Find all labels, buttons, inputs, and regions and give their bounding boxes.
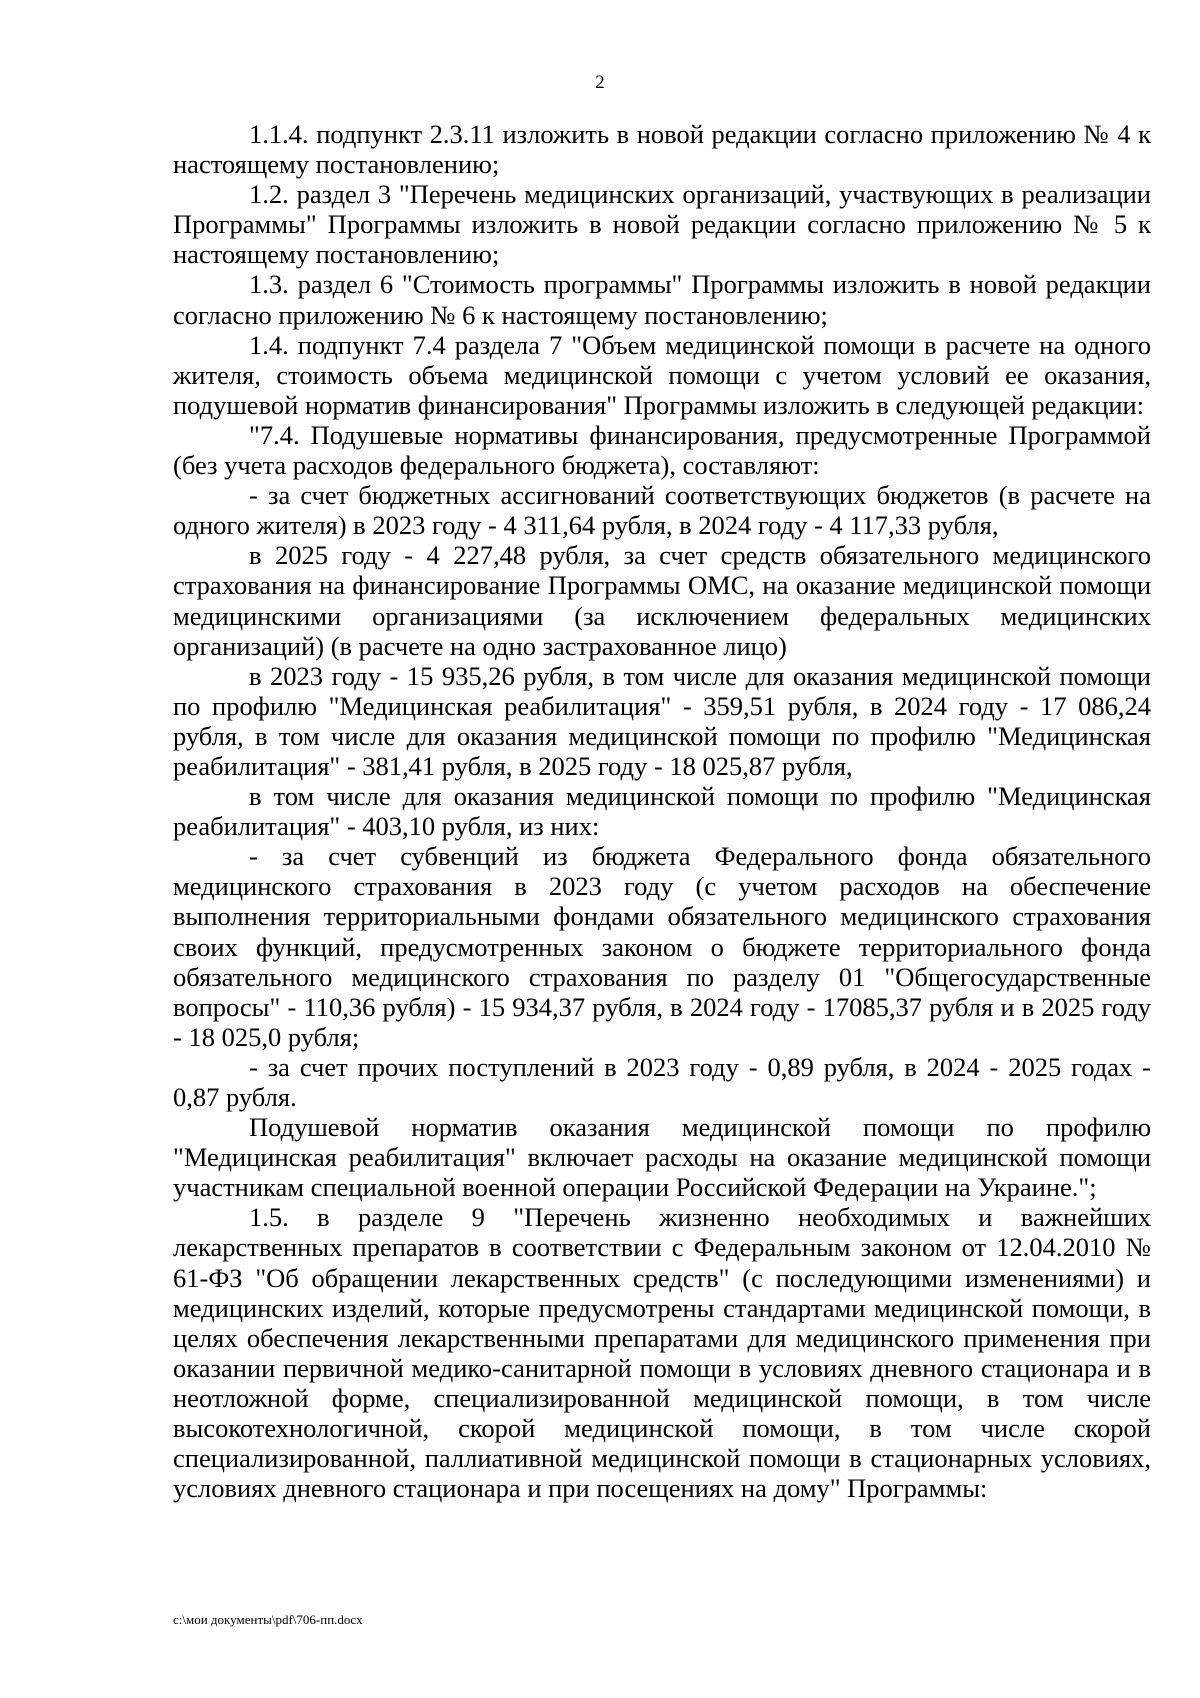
footer-file-path: c:\мои документы\pdf\706-пп.docx [173, 1612, 363, 1627]
page-number: 2 [595, 72, 605, 93]
paragraph-rehab-norm: Подушевой норматив оказания медицинской помощи по профилю "Медицинская реабилитация" включает расходы на оказание медицинской помощи участникам специальной военной операции Российской Федерации на Украине."; [173, 1112, 1151, 1203]
paragraph-other-income: - за счет прочих поступлений в 2023 году - 0,89 рубля, в 2024 - 2025 годах - 0,87 рубля. [173, 1051, 1151, 1112]
paragraph-1-1-4: 1.1.4. подпункт 2.3.11 изложить в новой редакции согласно приложению № 4 к настоящему постановлению; [173, 119, 1151, 180]
paragraph-1-5: 1.5. в разделе 9 "Перечень жизненно необходимых и важнейших лекарственных препаратов в соответствии с Федеральным законом от 12.04.2010 № 61-ФЗ "Об обращении лекарственных средств" (с последующими изменениями) и медицинских изделий, которые предусмотрены стандартами медицинской помощи, в целях обеспечения лекарственными препаратами для медицинского применения при оказании первичной медико-санитарной помощи в условиях дневного стационара и в неотложной форме, специализированной медицинской помощи, в том числе высокотехнологичной, скорой медицинской помощи, в том числе скорой специализированной, паллиативной медицинской помощи в стационарных условиях, условиях дневного стационара и при посещениях на дому" Программы: [173, 1202, 1151, 1504]
paragraph-2025-oms: в 2025 году - 4 227,48 рубля, за счет средств обязательного медицинского страхования на финансирование Программы ОМС, на оказание медицинской помощи медицинскими организациями (за исключением федеральных медицинских организаций) (в расчете на одно застрахованное лицо) [173, 540, 1151, 661]
paragraph-7-4: "7.4. Подушевые нормативы финансирования, предусмотренные Программой (без учета расходов федерального бюджета), составляют: [173, 419, 1151, 481]
paragraph-budget-allocations: - за счет бюджетных ассигнований соответствующих бюджетов (в расчете на одного жителя) в 2023 году - 4 311,64 рубля, в 2024 году - 4 117,33 рубля, [173, 480, 1151, 541]
document-body [173, 119, 1151, 1503]
paragraph-1-3: 1.3. раздел 6 "Стоимость программы" Программы изложить в новой редакции согласно приложению № 6 к настоящему постановлению; [173, 269, 1151, 330]
paragraph-2023-rehab: в 2023 году - 15 935,26 рубля, в том числе для оказания медицинской помощи по профилю "Медицинская реабилитация" - 359,51 рубля, в 2024 году - 17 086,24 рубля, в том числе для оказания медицинской помощи по профилю "Медицинская реабилитация" - 381,41 рубля, в 2025 году - 18 025,87 рубля, [173, 660, 1151, 781]
paragraph-subventions: - за счет субвенций из бюджета Федерального фонда обязательного медицинского страхования в 2023 году (с учетом расходов на обеспечение выполнения территориальными фондами обязательного медицинского страхования своих функций, предусмотренных законом о бюджете территориального фонда обязательного медицинского страхования по разделу 01 "Общегосударственные вопросы" - 110,36 рубля) - 15 934,37 рубля, в 2024 году - 17085,37 рубля и в 2025 году - 18 025,0 рубля; [173, 841, 1151, 1052]
paragraph-1-4: 1.4. подпункт 7.4 раздела 7 "Объем медицинской помощи в расчете на одного жителя, стоимость объема медицинской помощи с учетом условий ее оказания, подушевой норматив финансирования" Программы изложить в следующей редакции: [173, 329, 1151, 420]
paragraph-rehab-2025: в том числе для оказания медицинской помощи по профилю "Медицинская реабилитация" - 403,10 рубля, из них: [173, 781, 1151, 842]
paragraph-1-2: 1.2. раздел 3 "Перечень медицинских организаций, участвующих в реализации Программы" Программы изложить в новой редакции согласно приложению № 5 к настоящему постановлению; [173, 179, 1151, 270]
